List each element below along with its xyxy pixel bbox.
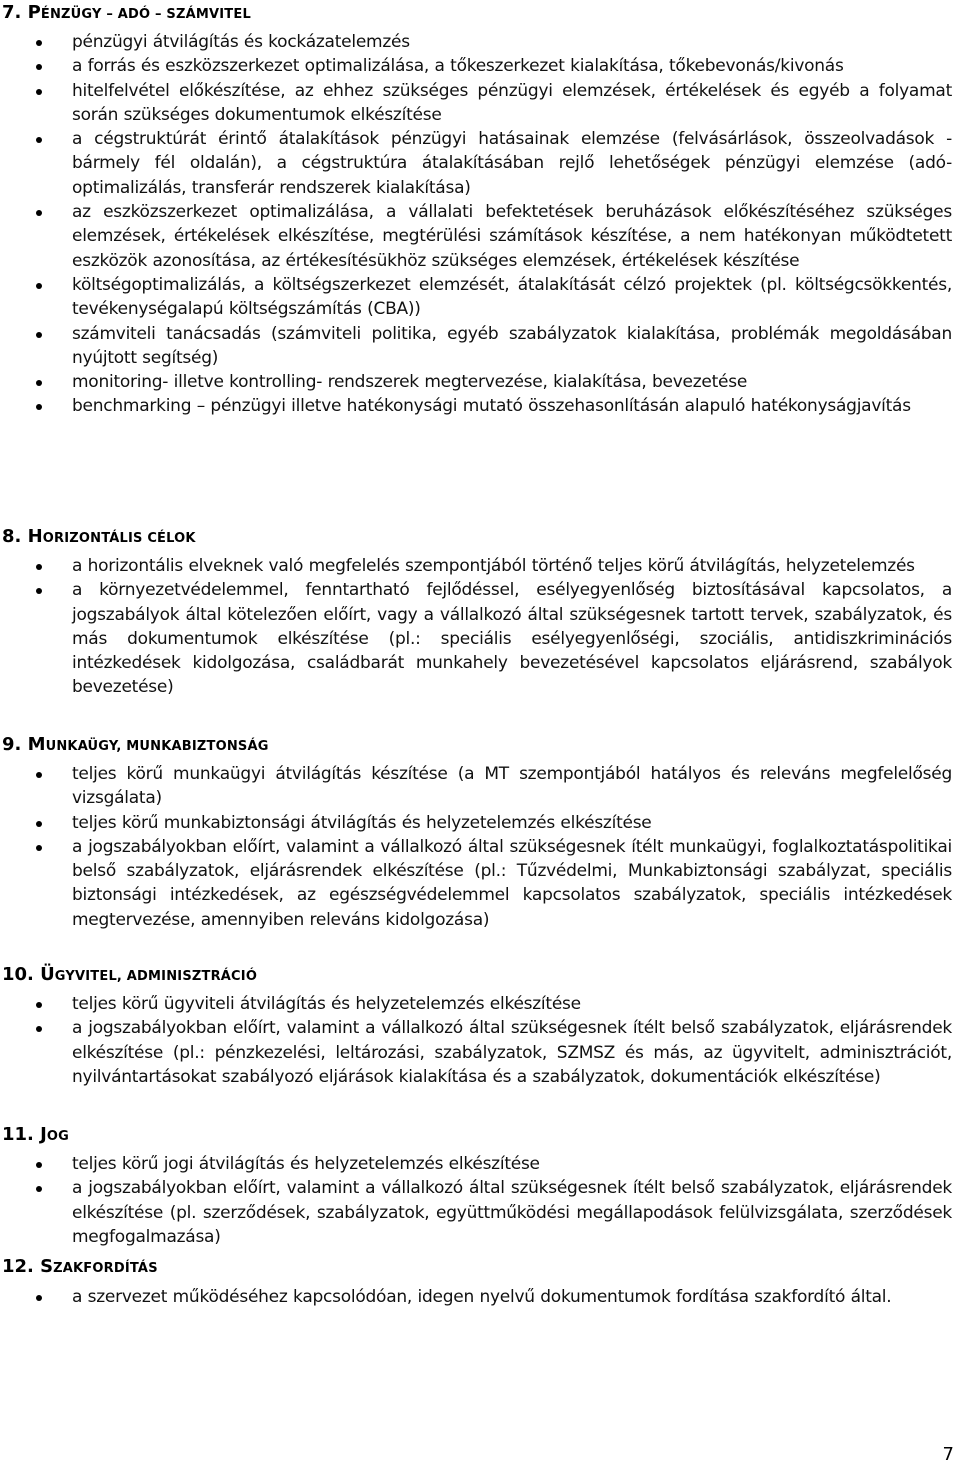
- list-item: [0, 370, 960, 394]
- list-item: [0, 1176, 960, 1249]
- list-item-text: a környezetvédelemmel, fenntartható fejlődéssel, esélyegyenlőség biztosításával kapcsolatos, a jogszabályok által kötelezően előírt, vagy a vállalkozó által szükségesnek tartott tervek, szabályzatok, és más dokumentumok elkészítése (pl.: speciális esélyegyenlőségi, szociális, antidiszkriminációs intézkedések kidolgozása, családbarát munkahely bevezetésével kapcsolatos eljárásrend, szabályok bevezetése): [72, 580, 952, 698]
- bullet-list: [0, 762, 960, 932]
- list-item-text: a jogszabályokban előírt, valamint a vállalkozó által szükségesnek ítélt munkaügyi, foglalkoztatáspolitikai belső szabályzatok, eljárásrendek elkészítése (pl.: Tűzvédelmi, Munkabiztonsági szabályzat, speciális biztonsági intézkedések, az egészségvédelemmel kapcsolatos szabályzatok, speciális intézkedések megtervezése, amennyiben releváns kidolgozása): [72, 836, 952, 930]
- section-number: 8.: [2, 526, 22, 547]
- bullet-icon: [36, 404, 42, 410]
- bullet-icon: [36, 64, 42, 70]
- list-item-text: a forrás és eszközszerkezet optimalizálása, a tőkeszerkezet kialakítása, tőkebevonás/kivonás: [72, 56, 844, 77]
- section-number: 10.: [2, 964, 34, 985]
- section-title-rest: ÉNZÜGY – ADÓ – SZÁMVITEL: [40, 7, 251, 22]
- bullet-icon: [36, 1026, 42, 1032]
- list-item: [0, 1016, 960, 1089]
- section-title-initial: H: [27, 526, 43, 547]
- bullet-list: [0, 1285, 960, 1309]
- list-item: [0, 578, 960, 699]
- list-item: [0, 322, 960, 371]
- section-heading: [2, 3, 251, 25]
- list-item-text: teljes körű jogi átvilágítás és helyzetelemzés elkészítése: [72, 1154, 540, 1174]
- list-item: [0, 992, 960, 1016]
- list-item: [0, 1152, 960, 1176]
- bullet-list: [0, 992, 960, 1089]
- list-item-text: számviteli tanácsadás (számviteli politika, egyéb szabályzatok kialakítása, problémák megoldásában nyújtott segítség): [72, 323, 952, 368]
- bullet-icon: [36, 40, 42, 46]
- bullet-icon: [36, 1186, 42, 1192]
- list-item-text: az eszközszerkezet optimalizálása, a vállalati befektetések beruházások előkészítéséhez szükséges elemzések, értékelések elkészítése, megtérülési számítások készítése, a nem hatékonyan működtetett eszközök azonosítása, az értékesítésükhöz szükséges elemzések, értékelések készítése: [72, 202, 952, 271]
- section-heading: [2, 965, 257, 987]
- list-item-text: teljes körű munkabiztonsági átvilágítás és helyzetelemzés elkészítése: [72, 812, 652, 833]
- section-number: 9.: [2, 734, 22, 755]
- section-title-rest: ZAKFORDÍTÁS: [53, 1261, 158, 1276]
- bullet-list: [0, 1152, 960, 1249]
- list-item-text: a jogszabályokban előírt, valamint a vállalkozó által szükségesnek ítélt belső szabályzatok, eljárásrendek elkészítése (pl. szerződések, szabályzatok, együttműködési megállapodások felülvizsgálata, szerződések megfogalmazása): [72, 1178, 952, 1247]
- section-number: 7.: [2, 2, 22, 23]
- section-heading: [2, 527, 196, 549]
- section-title-rest: ORIZONTÁLIS CÉLOK: [42, 531, 196, 546]
- list-item: [0, 394, 960, 418]
- section-title-initial: J: [40, 1124, 47, 1145]
- bullet-icon: [36, 564, 42, 570]
- list-item-text: a horizontális elveknek való megfelelés szempontjából történő teljes körű átvilágítás, helyzetelemzés: [72, 556, 915, 576]
- list-item-text: hitelfelvétel előkészítése, az ehhez szükséges pénzügyi elemzések, értékelések és egyéb a folyamat során szükséges dokumentumok elkészítése: [72, 80, 952, 125]
- list-item: [0, 200, 960, 273]
- section-heading: [2, 735, 269, 757]
- list-item: [0, 54, 960, 78]
- list-item: [0, 79, 960, 128]
- list-item: [0, 1285, 960, 1309]
- bullet-icon: [36, 588, 42, 594]
- section-title-initial: S: [40, 1256, 54, 1277]
- section-title-initial: Ü: [40, 964, 55, 985]
- list-item: [0, 762, 960, 811]
- bullet-icon: [36, 137, 42, 143]
- list-item-text: monitoring- illetve kontrolling- rendszerek megtervezése, kialakítása, bevezetése: [72, 372, 748, 393]
- list-item: [0, 835, 960, 932]
- section-number: 11.: [2, 1124, 34, 1145]
- section-title-rest: GYVITEL, ADMINISZTRÁCIÓ: [54, 969, 258, 984]
- bullet-list: [0, 30, 960, 419]
- section-heading: [2, 1125, 69, 1147]
- bullet-icon: [36, 89, 42, 95]
- section-title-rest: UNKAÜGY, MUNKABIZTONSÁG: [45, 739, 269, 754]
- list-item: [0, 554, 960, 578]
- list-item-text: a szervezet működéséhez kapcsolódóan, idegen nyelvű dokumentumok fordítása szakfordító által.: [72, 1287, 892, 1307]
- list-item-text: költségoptimalizálás, a költségszerkezet elemzését, átalakítását célzó projektek (pl. költségcsökkentés, tevékenységalapú költségszámítás (CBA)): [72, 274, 952, 320]
- list-item-text: a jogszabályokban előírt, valamint a vállalkozó által szükségesnek ítélt belső szabályzatok, eljárásrendek elkészítése (pl.: pénzkezelési, leltározási, szabályzatok, SZMSZ és más, az ügyvitelt, adminisztrációt, nyilvántartásokat szabályozó eljárások kialakítása és a szabályzatok, dokumentációk elkészítése): [72, 1018, 952, 1087]
- list-item: [0, 30, 960, 54]
- list-item: [0, 273, 960, 322]
- bullet-icon: [36, 283, 42, 289]
- list-item-text: teljes körű munkaügyi átvilágítás készítése (a MT szempontjából hatályos és releváns megfelelőség vizsgálata): [72, 764, 952, 809]
- bullet-icon: [36, 772, 42, 778]
- bullet-icon: [36, 1295, 42, 1301]
- bullet-icon: [36, 1002, 42, 1008]
- bullet-icon: [36, 380, 42, 386]
- section-number: 12.: [2, 1256, 34, 1277]
- bullet-icon: [36, 210, 42, 216]
- bullet-list: [0, 554, 960, 700]
- section-heading: [2, 1257, 158, 1279]
- bullet-icon: [36, 821, 42, 827]
- list-item-text: a cégstruktúrát érintő átalakítások pénzügyi hatásainak elemzése (felvásárlások, összeolvadások - bármely fél oldalán), a cégstruktúra átalakításában rejlő lehetőségek pénzügyi elemzése (adó-optimalizálás, transferár rendszerek kialakítása): [72, 129, 952, 198]
- section-title-rest: OG: [46, 1129, 69, 1144]
- list-item: [0, 127, 960, 200]
- list-item-text: pénzügyi átvilágítás és kockázatelemzés: [72, 32, 410, 52]
- section-title-initial: P: [27, 2, 41, 23]
- list-item-text: benchmarking – pénzügyi illetve hatékonysági mutató összehasonlításán alapuló hatékonyságjavítás: [72, 396, 911, 417]
- list-item: [0, 811, 960, 835]
- page-number: 7: [942, 1444, 954, 1465]
- bullet-icon: [36, 332, 42, 338]
- section-title-initial: M: [27, 734, 46, 755]
- bullet-icon: [36, 1162, 42, 1168]
- bullet-icon: [36, 845, 42, 851]
- list-item-text: teljes körű ügyviteli átvilágítás és helyzetelemzés elkészítése: [72, 994, 581, 1014]
